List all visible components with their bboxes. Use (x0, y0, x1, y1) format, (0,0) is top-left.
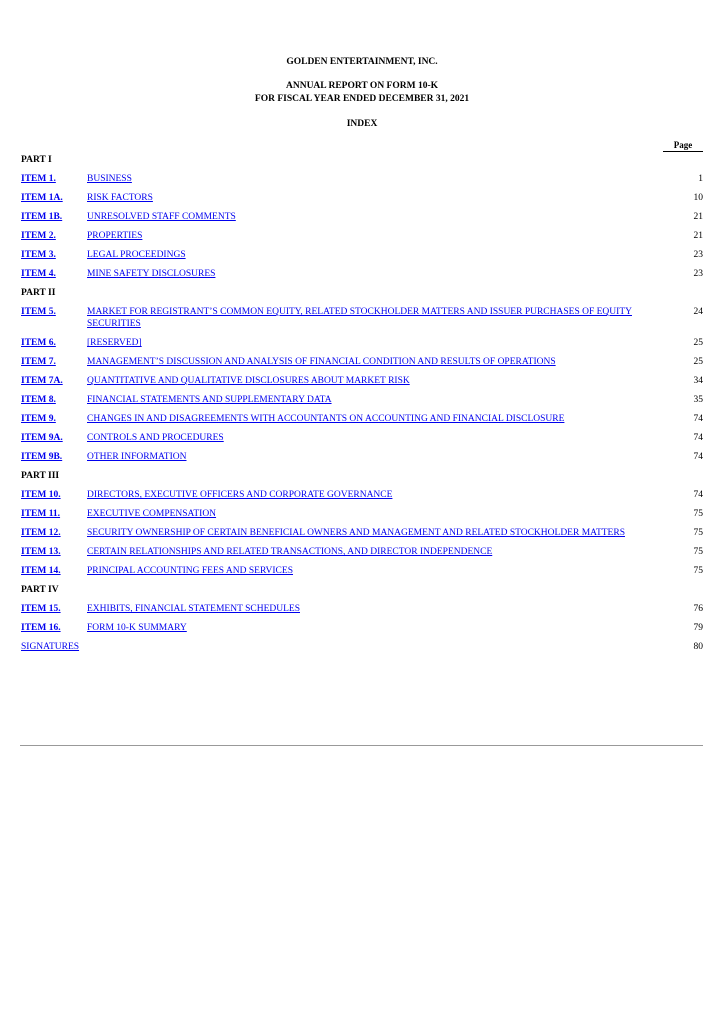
toc-item-title-link[interactable]: QUANTITATIVE AND QUALITATIVE DISCLOSURES ABOUT MARKET RISK (87, 376, 410, 386)
toc-item-title-link[interactable]: CHANGES IN AND DISAGREEMENTS WITH ACCOUNTANTS ON ACCOUNTING AND FINANCIAL DISCLOSURE (87, 414, 565, 424)
toc-row (21, 618, 703, 637)
toc-item-title-link[interactable]: UNRESOLVED STAFF COMMENTS (87, 212, 236, 222)
toc-page-number: 24 (693, 307, 703, 317)
toc-row (21, 447, 703, 466)
toc-row (21, 637, 703, 656)
toc-item-title-link[interactable]: EXHIBITS, FINANCIAL STATEMENT SCHEDULES (87, 604, 300, 614)
toc-page-number: 10 (693, 193, 703, 203)
toc-item-title-link[interactable]: OTHER INFORMATION (87, 452, 187, 462)
toc-item-number-link[interactable]: ITEM 11. (21, 509, 61, 519)
toc-item-number-link[interactable]: ITEM 1. (21, 174, 56, 184)
toc-row (21, 523, 703, 542)
toc-page-number: 75 (693, 528, 703, 538)
toc-row (21, 409, 703, 428)
toc-item-title-link[interactable]: FORM 10-K SUMMARY (87, 623, 187, 633)
toc-item-number-link[interactable]: ITEM 4. (21, 269, 56, 279)
table-of-contents (21, 150, 703, 656)
toc-row (21, 169, 703, 188)
index-heading: INDEX (346, 119, 378, 129)
toc-row (21, 371, 703, 390)
toc-page-number: 74 (693, 452, 703, 462)
toc-item-title-link[interactable]: PROPERTIES (87, 231, 143, 241)
toc-item-number-link[interactable]: ITEM 5. (21, 307, 56, 317)
toc-item-title-link[interactable]: CERTAIN RELATIONSHIPS AND RELATED TRANSACTIONS, AND DIRECTOR INDEPENDENCE (87, 547, 493, 557)
toc-row (21, 504, 703, 523)
toc-row (21, 561, 703, 580)
toc-page-number: 74 (693, 414, 703, 424)
part-heading: PART II (21, 288, 56, 298)
part-heading: PART III (21, 471, 60, 481)
toc-row (21, 207, 703, 226)
toc-page-number: 80 (693, 642, 703, 652)
toc-page-number: 21 (693, 231, 703, 241)
toc-page-number: 75 (693, 509, 703, 519)
page-divider (20, 745, 703, 746)
page-column-header: Page (663, 140, 703, 152)
toc-item-title-link[interactable]: RISK FACTORS (87, 193, 153, 203)
toc-row (21, 352, 703, 371)
toc-item-number-link[interactable]: ITEM 14. (21, 566, 61, 576)
toc-item-number-link[interactable]: ITEM 9A. (21, 433, 63, 443)
toc-row (21, 226, 703, 245)
toc-item-title-link[interactable]: FINANCIAL STATEMENTS AND SUPPLEMENTARY DATA (87, 395, 332, 405)
toc-item-number-link[interactable]: ITEM 9B. (21, 452, 63, 462)
toc-item-number-link[interactable]: ITEM 12. (21, 528, 61, 538)
toc-row (21, 485, 703, 504)
toc-row (21, 599, 703, 618)
toc-item-number-link[interactable]: ITEM 9. (21, 414, 56, 424)
toc-page-number: 23 (693, 250, 703, 260)
toc-item-title-link[interactable]: LEGAL PROCEEDINGS (87, 250, 186, 260)
toc-item-title-link[interactable]: [RESERVED] (87, 338, 142, 348)
toc-item-title-link[interactable]: PRINCIPAL ACCOUNTING FEES AND SERVICES (87, 566, 293, 576)
toc-item-number-link[interactable]: ITEM 13. (21, 547, 61, 557)
toc-row (21, 188, 703, 207)
toc-page-number: 74 (693, 490, 703, 500)
toc-page-number: 75 (693, 566, 703, 576)
toc-item-title-link[interactable]: MINE SAFETY DISCLOSURES (87, 269, 216, 279)
company-name: GOLDEN ENTERTAINMENT, INC. (286, 57, 438, 67)
signatures-link[interactable]: SIGNATURES (21, 642, 80, 652)
toc-page-number: 34 (693, 376, 703, 386)
toc-item-title-link[interactable]: EXECUTIVE COMPENSATION (87, 509, 217, 519)
toc-page-number: 75 (693, 547, 703, 557)
toc-item-title-link[interactable]: MARKET FOR REGISTRANT’S COMMON EQUITY, RELATED STOCKHOLDER MATTERS AND ISSUER PURCHASES OF EQUITY SECURITIES (87, 307, 632, 329)
toc-page-number: 79 (693, 623, 703, 633)
toc-item-title-link[interactable]: MANAGEMENT’S DISCUSSION AND ANALYSIS OF FINANCIAL CONDITION AND RESULTS OF OPERATIONS (87, 357, 556, 367)
toc-row (21, 333, 703, 352)
toc-item-number-link[interactable]: ITEM 10. (21, 490, 61, 500)
toc-row (21, 428, 703, 447)
toc-page-number: 25 (693, 338, 703, 348)
toc-row (21, 542, 703, 561)
toc-item-number-link[interactable]: ITEM 8. (21, 395, 56, 405)
toc-item-number-link[interactable]: ITEM 15. (21, 604, 61, 614)
toc-item-title-link[interactable]: BUSINESS (87, 174, 132, 184)
toc-page-number: 1 (698, 174, 703, 184)
report-title-line2: FOR FISCAL YEAR ENDED DECEMBER 31, 2021 (254, 94, 470, 104)
toc-page-number: 23 (693, 269, 703, 279)
toc-item-number-link[interactable]: ITEM 16. (21, 623, 61, 633)
toc-row (21, 264, 703, 283)
part-heading: PART IV (21, 585, 59, 595)
toc-item-title-link[interactable]: DIRECTORS, EXECUTIVE OFFICERS AND CORPORATE GOVERNANCE (87, 490, 393, 500)
toc-item-title-link[interactable]: SECURITY OWNERSHIP OF CERTAIN BENEFICIAL OWNERS AND MANAGEMENT AND RELATED STOCKHOLDER MATTERS (87, 528, 625, 538)
part-heading: PART I (21, 155, 52, 165)
toc-item-number-link[interactable]: ITEM 7. (21, 357, 56, 367)
toc-page-number: 74 (693, 433, 703, 443)
toc-item-number-link[interactable]: ITEM 7A. (21, 376, 63, 386)
toc-page-number: 21 (693, 212, 703, 222)
toc-item-number-link[interactable]: ITEM 1B. (21, 212, 63, 222)
toc-item-title-link[interactable]: CONTROLS AND PROCEDURES (87, 433, 224, 443)
toc-item-number-link[interactable]: ITEM 6. (21, 338, 56, 348)
toc-item-number-link[interactable]: ITEM 1A. (21, 193, 63, 203)
toc-page-number: 25 (693, 357, 703, 367)
toc-row (21, 245, 703, 264)
toc-page-number: 76 (693, 604, 703, 614)
toc-row (21, 302, 703, 333)
toc-item-number-link[interactable]: ITEM 3. (21, 250, 56, 260)
toc-row (21, 390, 703, 409)
toc-page-number: 35 (693, 395, 703, 405)
toc-item-number-link[interactable]: ITEM 2. (21, 231, 56, 241)
report-title-line1: ANNUAL REPORT ON FORM 10-K (285, 81, 439, 91)
